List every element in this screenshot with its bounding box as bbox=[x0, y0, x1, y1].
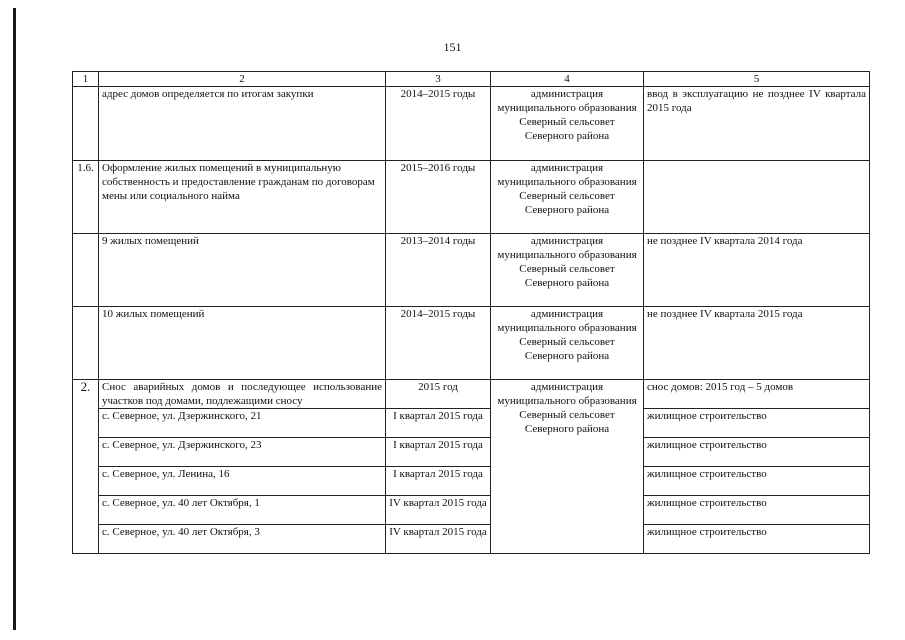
table-row bbox=[73, 496, 870, 525]
house-period: I квартал 2015 года bbox=[386, 438, 491, 467]
measure-text: Оформление жилых помещений в муниципальную собственность и предоставление гражданам по договорам мены или социального найма bbox=[99, 161, 386, 234]
table-row bbox=[73, 525, 870, 554]
column-header-2: 2 bbox=[99, 72, 386, 87]
program-table bbox=[72, 71, 870, 554]
period-cell: 2015 год bbox=[386, 380, 491, 409]
page-number: 151 bbox=[443, 40, 462, 54]
table-row bbox=[73, 467, 870, 496]
table-row bbox=[73, 87, 870, 161]
table-header-row bbox=[73, 72, 870, 87]
responsible-cell: администрация муниципального образования Северный сельсовет Северного района bbox=[491, 234, 644, 307]
scan-edge-bar bbox=[13, 8, 16, 630]
responsible-cell: администрация муниципального образования Северный сельсовет Северного района bbox=[491, 380, 644, 554]
result-cell: не позднее IV квартала 2014 года bbox=[644, 234, 870, 307]
row-number bbox=[73, 234, 99, 307]
house-address: с. Северное, ул. Ленина, 16 bbox=[99, 467, 386, 496]
period-cell: 2015–2016 годы bbox=[386, 161, 491, 234]
table-row bbox=[73, 161, 870, 234]
result-cell: ввод в эксплуатацию не позднее IV квартала 2015 года bbox=[644, 87, 870, 161]
column-header-1: 1 bbox=[73, 72, 99, 87]
table-row bbox=[73, 438, 870, 467]
table-row bbox=[73, 307, 870, 380]
row-number: 1.6. bbox=[73, 161, 99, 234]
table-row bbox=[73, 234, 870, 307]
period-cell: 2014–2015 годы bbox=[386, 307, 491, 380]
column-header-5: 5 bbox=[644, 72, 870, 87]
column-header-3: 3 bbox=[386, 72, 491, 87]
house-result: жилищное строительство bbox=[644, 438, 870, 467]
house-period: IV квартал 2015 года bbox=[386, 525, 491, 554]
responsible-cell: администрация муниципального образования Северный сельсовет Северного района bbox=[491, 161, 644, 234]
measure-text: 10 жилых помещений bbox=[99, 307, 386, 380]
column-header-4: 4 bbox=[491, 72, 644, 87]
house-address: с. Северное, ул. 40 лет Октября, 1 bbox=[99, 496, 386, 525]
table-row bbox=[73, 409, 870, 438]
house-result: жилищное строительство bbox=[644, 525, 870, 554]
measure-text: адрес домов определяется по итогам закупки bbox=[99, 87, 386, 161]
result-cell bbox=[644, 161, 870, 234]
house-address: с. Северное, ул. Дзержинского, 23 bbox=[99, 438, 386, 467]
house-period: I квартал 2015 года bbox=[386, 467, 491, 496]
responsible-cell: администрация муниципального образования Северный сельсовет Северного района bbox=[491, 307, 644, 380]
period-cell: 2013–2014 годы bbox=[386, 234, 491, 307]
table-row bbox=[73, 380, 870, 409]
measure-text: 9 жилых помещений bbox=[99, 234, 386, 307]
responsible-cell: администрация муниципального образования Северный сельсовет Северного района bbox=[491, 87, 644, 161]
result-cell: снос домов: 2015 год – 5 домов bbox=[644, 380, 870, 409]
period-cell: 2014–2015 годы bbox=[386, 87, 491, 161]
house-result: жилищное строительство bbox=[644, 409, 870, 438]
house-address: с. Северное, ул. 40 лет Октября, 3 bbox=[99, 525, 386, 554]
row-number bbox=[73, 87, 99, 161]
house-period: IV квартал 2015 года bbox=[386, 496, 491, 525]
row-number: 2. bbox=[73, 380, 99, 554]
row-number bbox=[73, 307, 99, 380]
house-result: жилищное строительство bbox=[644, 496, 870, 525]
result-cell: не позднее IV квартала 2015 года bbox=[644, 307, 870, 380]
house-result: жилищное строительство bbox=[644, 467, 870, 496]
house-address: с. Северное, ул. Дзержинского, 21 bbox=[99, 409, 386, 438]
measure-text: Снос аварийных домов и последующее использование участков под домами, подлежащими сносу bbox=[99, 380, 386, 409]
house-period: I квартал 2015 года bbox=[386, 409, 491, 438]
